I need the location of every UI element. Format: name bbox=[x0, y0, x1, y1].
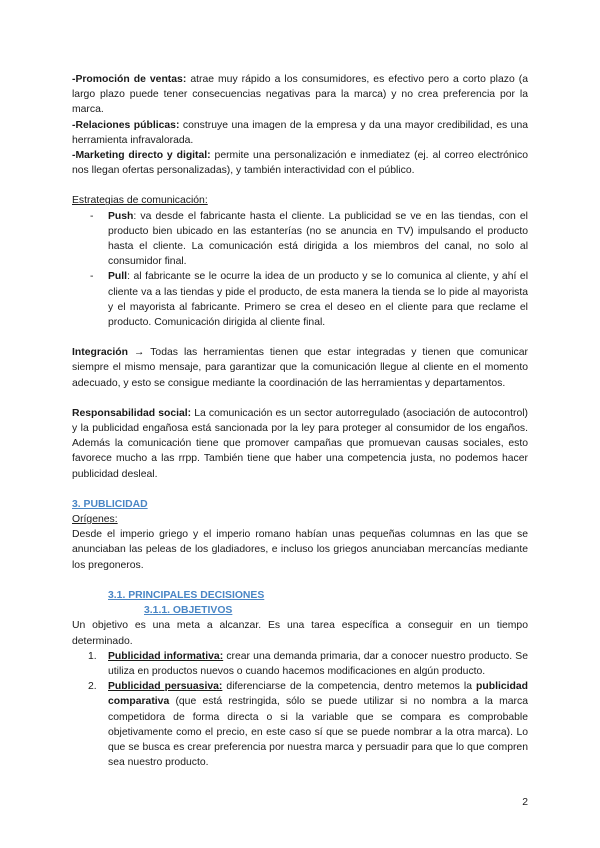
origins-text: Desde el imperio griego y el imperio romano habían unas pequeñas columnas en las que se anunciaban las peleas de los gladiadores, e incluso los griegos anunciaban mercancías mediante los pregoneros. bbox=[72, 529, 528, 571]
marketing-label: -Marketing directo y digital: bbox=[72, 150, 211, 162]
list-item: - Pull: al fabricante se le ocurre la idea de un producto y se lo comunica al cliente, y ahí el cliente va a las tiendas y pide el producto, de esta manera la tienda se lo pide al mayorista y el mayorista al fabricante. Primero se crea el deseo en el cliente para que reclame el producto. Comunicación dirigida al cliente final. bbox=[90, 271, 528, 329]
rrpp-text: construye una imagen de la empresa y da una mayor credibilidad, es una herramienta infravalorada. bbox=[72, 119, 529, 146]
origins-heading: Orígenes: bbox=[72, 514, 118, 526]
integration-paragraph bbox=[72, 345, 528, 391]
promo-label: -Promoción de ventas: bbox=[72, 74, 187, 85]
social-label: Responsabilidad social: bbox=[72, 407, 192, 419]
objectives-list bbox=[72, 649, 528, 771]
social-paragraph bbox=[72, 406, 528, 482]
promo-paragraph bbox=[72, 72, 528, 118]
document-page bbox=[72, 72, 528, 770]
subsubsection-heading: 3.1.1. OBJETIVOS bbox=[144, 605, 233, 617]
list-item: - Push: va desde el fabricante hasta el cliente. La publicidad se ve en las tiendas, con el producto bien ubicado en las estanterías (no se anuncia en TV) impulsando el producto hasta el cliente. La comunicación está dirigida a los miembros del canal, no solo al consumidor final. bbox=[90, 210, 528, 268]
marketing-text: permite una personalización e inmediatez (ej. al correo electrónico nos llegan ofertas personalizadas), y también interactividad con el público. bbox=[72, 150, 528, 177]
section-heading: 3. PUBLICIDAD bbox=[72, 498, 148, 510]
marketing-paragraph bbox=[72, 148, 528, 178]
rrpp-paragraph bbox=[72, 118, 528, 148]
integration-label: Integración bbox=[72, 347, 129, 359]
rrpp-label: -Relaciones públicas: bbox=[72, 119, 180, 131]
strategies-list bbox=[72, 209, 528, 331]
page-number: 2 bbox=[522, 797, 528, 808]
social-text: La comunicación es un sector autorregulado (asociación de autocontrol) y la publicidad engañosa está sancionada por la ley para proteger al consumidor de los engaños. Además la comunicación tiene que promover campañas que promuevan causas sociales, esto favorece mucho a las rrpp. También tiene que haber una competencia justa, no podemos hacer publicidad desleal. bbox=[72, 407, 528, 480]
list-item: 1. Publicidad informativa: crear una demanda primaria, dar a conocer nuestro producto. Se utiliza en productos nuevos o cuando hacemos modificaciones en algún producto. bbox=[88, 650, 529, 677]
list-item: 2. Publicidad persuasiva: diferenciarse de la competencia, dentro metemos la publicidad comparativa (que está restringida, sólo se puede utilizar si no nombra a la marca competidora de forma directa o si la variable que se compara es comprobable objetivamente como el precio, en este caso sí que se puede nombrar a la otra marca). Lo que se busca es crear preferencia por nuestra marca y persuadir para que lo que compren sea nuestro producto. bbox=[88, 681, 528, 769]
integration-text: → Todas las herramientas tienen que estar integradas y tienen que comunicar siempre el mismo mensaje, para garantizar que la comunicación llegue al cliente en el momento adecuado, y esto se consigue mediante la coordinación de las herramientas y departamentos. bbox=[72, 347, 528, 389]
strategies-heading: Estrategias de comunicación: bbox=[72, 195, 208, 207]
objective-text: Un objetivo es una meta a alcanzar. Es una tarea específica a conseguir en un tiempo determinado. bbox=[72, 620, 528, 647]
promo-text: atrae muy rápido a los consumidores, es efectivo pero a corto plazo (a largo plazo puede tener consecuencias negativas para la marca) y no crea preferencia por la marca. bbox=[72, 74, 528, 116]
subsection-heading: 3.1. PRINCIPALES DECISIONES bbox=[108, 589, 265, 601]
